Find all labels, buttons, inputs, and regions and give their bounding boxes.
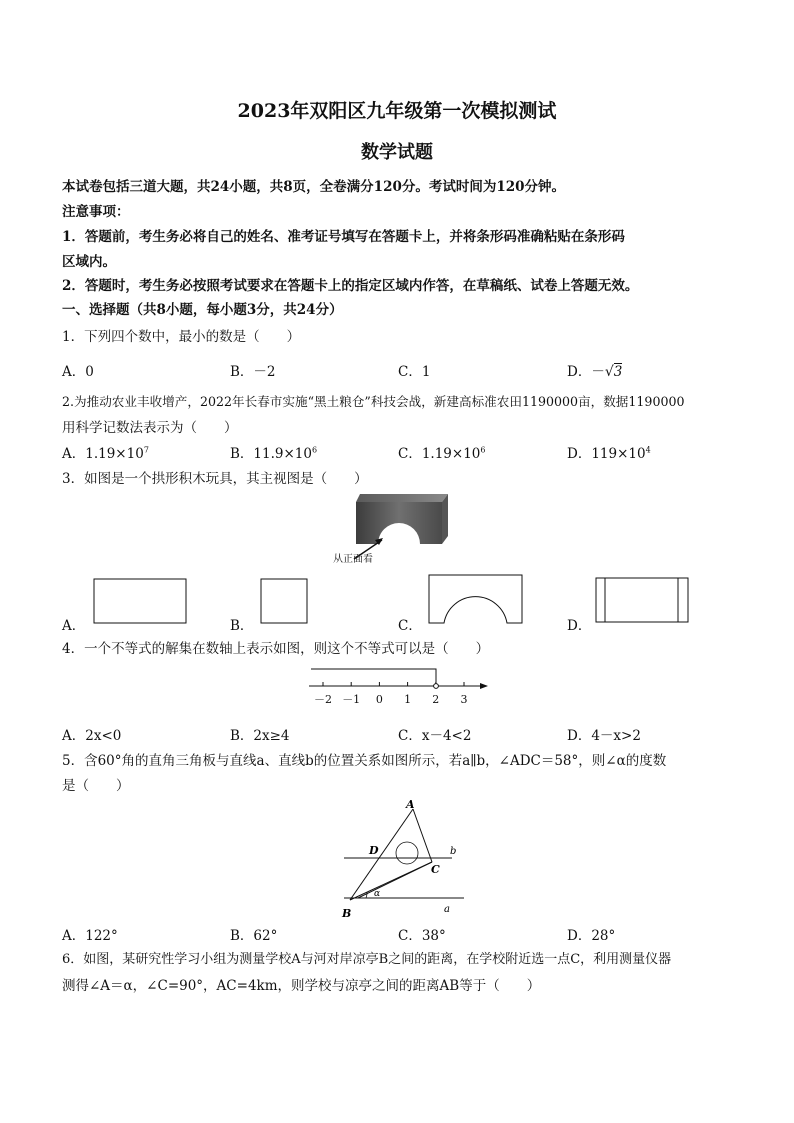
- number-line-tick-label: －1: [342, 693, 361, 706]
- q2-option-b-exp: 6: [311, 445, 318, 455]
- number-line-tick-label: 2: [432, 693, 440, 706]
- label-line-b: b: [450, 846, 457, 857]
- q4-option-b: B．2x≥4: [230, 728, 290, 744]
- label-line-a: a: [444, 904, 450, 915]
- q2-option-d-base: D．119×10: [567, 446, 646, 462]
- number-line-tick-label: 3: [460, 693, 468, 706]
- q3-option-a-figure: [93, 578, 189, 626]
- triangle-lines-figure: [336, 796, 472, 918]
- q4-option-d: D．4－x>2: [567, 728, 641, 744]
- segment-AC: [413, 809, 432, 862]
- q3-option-b-figure: [260, 578, 310, 626]
- q6-stem-a: 6．如图，某研究性学习小组为测量学校A与河对岸凉亭B之间的距离，在学校附近选一点C，利用测量仪器: [62, 952, 672, 967]
- axis-arrow-icon: [480, 683, 488, 689]
- q1-stem: 1．下列四个数中，最小的数是（ ）: [62, 329, 301, 345]
- q2-option-d: [567, 442, 651, 462]
- rectangle-outer: [596, 578, 688, 622]
- q2-option-b-base: B．11.9×10: [230, 446, 312, 462]
- open-point-marker: [434, 684, 439, 689]
- number-line-figure: [305, 662, 495, 710]
- q2-option-a-exp: 7: [143, 445, 149, 455]
- q2-stem-a: 2.为推动农业丰收增产，2022年长春市实施“黑土粮仓”科技会战，新建高标准农田1190000亩，数据1190000: [62, 394, 685, 409]
- page-subtitle: 数学试题: [361, 142, 433, 163]
- q5-option-a: A．122°: [62, 928, 118, 944]
- number-line-tick-label: 1: [404, 693, 412, 706]
- q2-option-c-base: C．1.19×10: [398, 446, 481, 462]
- intro-line: 本试卷包括三道大题，共24小题，共8页，全卷满分120分。考试时间为120分钟。: [62, 179, 566, 195]
- note-2: 2．答题时，考生务必按照考试要求在答题卡上的指定区域内作答，在草稿纸、试卷上答题无效。: [62, 278, 639, 294]
- sqrt-sign-icon: √: [604, 364, 614, 380]
- number-line-tick-label: －2: [314, 693, 332, 706]
- q3-option-b-label: B．: [230, 618, 254, 634]
- page-title: 2023年双阳区九年级第一次模拟测试: [237, 100, 557, 122]
- arch-front-face: [356, 502, 442, 544]
- q1-option-d-radicand: 3: [613, 364, 623, 380]
- solution-set-line: [311, 669, 436, 686]
- q4-stem: 4．一个不等式的解集在数轴上表示如图，则这个不等式可以是（ ）: [62, 641, 490, 657]
- q3-figure-caption: 从正面看: [333, 554, 373, 565]
- q2-option-d-exp: 4: [645, 445, 651, 455]
- q2-option-c-exp: 6: [480, 445, 486, 455]
- q3-option-d-label: D．: [567, 618, 592, 634]
- q1-option-b: B．－2: [230, 364, 276, 380]
- triangle-hole-circle: [396, 842, 418, 864]
- q4-option-a: A．2x<0: [62, 728, 122, 744]
- square: [261, 579, 307, 623]
- label-D: D: [369, 844, 379, 857]
- q3-stem: 3．如图是一个拱形积木玩具，其主视图是（ ）: [62, 471, 368, 487]
- note-1-line-b: 区域内。: [62, 254, 116, 270]
- note-1-line-a: 1．答题前，考生务必将自己的姓名、准考证号填写在答题卡上，并将条形码准确粘贴在条形码: [62, 229, 625, 245]
- arch-front-view: [429, 575, 522, 623]
- q5-stem-b: 是（ ）: [62, 778, 130, 794]
- q2-option-c: [398, 442, 485, 462]
- q4-option-c: C．x－4<2: [398, 728, 472, 744]
- label-alpha: α: [374, 889, 381, 899]
- q5-option-c: C．38°: [398, 928, 446, 944]
- q2-stem-b: 用科学记数法表示为（ ）: [62, 420, 238, 436]
- label-B: B: [342, 907, 352, 918]
- q5-option-d: D．28°: [567, 928, 616, 944]
- section-heading: 一、选择题（共8小题，每小题3分，共24分）: [62, 302, 343, 318]
- wide-rectangle: [94, 579, 186, 623]
- q3-option-d-figure: [595, 577, 691, 625]
- q2-option-b: [230, 442, 317, 462]
- q1-option-d: [567, 360, 622, 380]
- q5-stem-a: 5．含60°角的直角三角板与直线a、直线b的位置关系如图所示，若a∥b，∠ADC＝58°，则∠α的度数: [62, 753, 667, 769]
- q5-option-b: B．62°: [230, 928, 278, 944]
- q3-option-c-figure: [428, 574, 526, 626]
- number-line-tick-label: 0: [375, 693, 383, 706]
- notice-label: 注意事项：: [62, 204, 130, 220]
- segment-CB-inner: [358, 862, 432, 898]
- arch-side-face: [442, 494, 448, 544]
- q2-option-a: [62, 442, 149, 462]
- arch-top-face: [356, 494, 448, 502]
- q1-option-a: A．0: [62, 364, 94, 380]
- q3-option-a-label: A．: [62, 618, 86, 634]
- q3-option-c-label: C．: [398, 618, 422, 634]
- q1-option-c: C．1: [398, 364, 431, 380]
- label-A: A: [406, 798, 415, 811]
- q1-option-d-prefix: D．－: [567, 364, 605, 380]
- q2-option-a-base: A．1.19×10: [62, 446, 144, 462]
- q6-stem-b: 测得∠A＝α，∠C=90°，AC=4km，则学校与凉亭之间的距离AB等于（ ）: [62, 978, 541, 994]
- label-C: C: [431, 863, 440, 876]
